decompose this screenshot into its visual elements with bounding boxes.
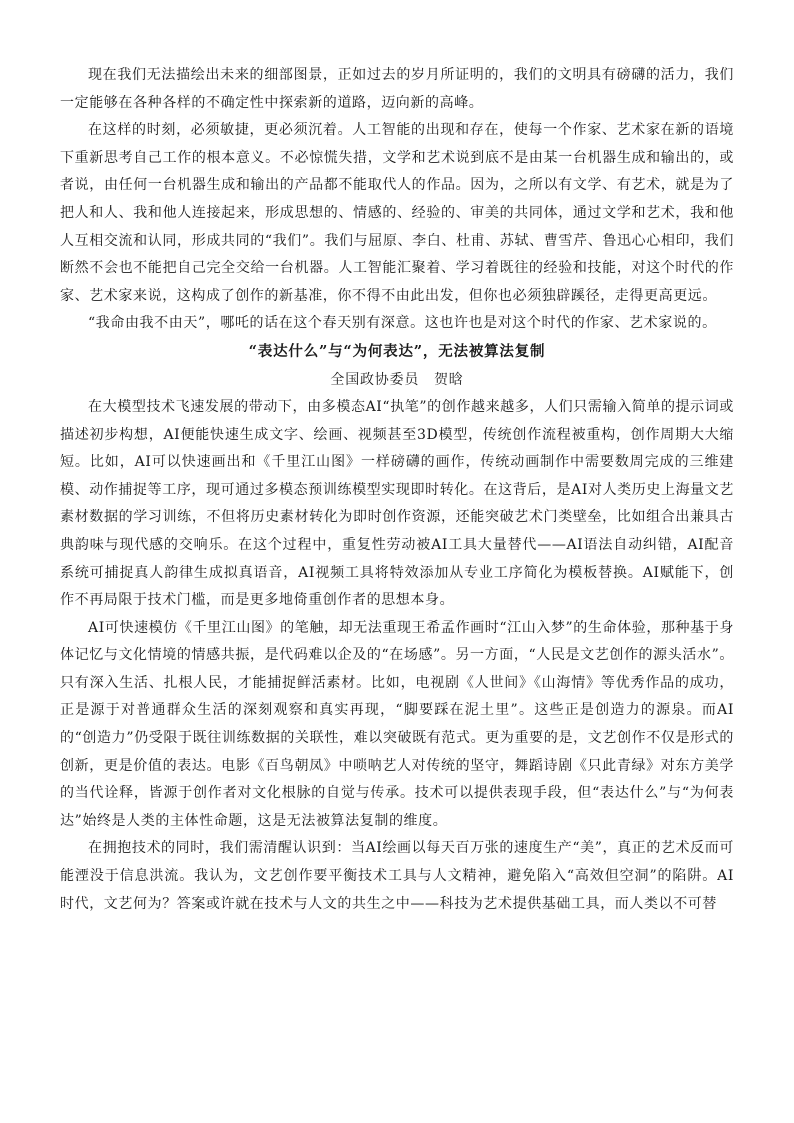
body-paragraph: AI可快速模仿《千里江山图》的笔触，却无法重现王希孟作画时“江山入梦”的生命体验，那种基于身体记忆与文化情境的情感共振，是代码难以企及的“在场感”。另一方面，“人民是文艺创作的源头活水”。只有深入生活、扎根人民，才能捕捉鲜活素材。比如，电视剧《人世间》《山海情》等优秀作品的成功，正是源于对普通群众生活的深刻观察和真实再现，“脚要踩在泥土里”。这些正是创造力的源泉。而AI的“创造力”仍受限于既往训练数据的关联性，难以突破既有范式。更为重要的是，文艺创作不仅是形式的创新，更是价值的表达。电影《百鸟朝凤》中唢呐艺人对传统的坚守，舞蹈诗剧《只此青绿》对东方美学的当代诠释，皆源于创作者对文化根脉的自觉与传承。技术可以提供表现手段，但“表达什么”与“为何表达”始终是人类的主体性命题，这是无法被算法复制的维度。 — [60, 619, 734, 829]
body-paragraph: 在这样的时刻，必须敏捷，更必须沉着。人工智能的出现和存在，使每一个作家、艺术家在新的语境下重新思考自己工作的根本意义。不必惊慌失措，文学和艺术说到底不是由某一台机器生成和输出的，或者说，由任何一台机器生成和输出的产品都不能取代人的作品。因为，之所以有文学、有艺术，就是为了把人和人、我和他人连接起来，形成思想的、情感的、经验的、审美的共同体，通过文学和艺术，我和他人互相交流和认同，形成共同的“我们”。我们与屈原、李白、杜甫、苏轼、曹雪芹、鲁迅心心相印，我们断然不会也不能把自己完全交给一台机器。人工智能汇聚着、学习着既往的经验和技能，对这个时代的作家、艺术家来说，这构成了创作的新基准，你不得不由此出发，但你也必须独辟蹊径，走得更高更远。 — [60, 122, 734, 304]
body-paragraph: 在大模型技术飞速发展的带动下，由多模态AI“执笔”的创作越来越多，人们只需输入简单的提示词或描述初步构想，AI便能快速生成文字、绘画、视频甚至3D模型，传统创作流程被重构，创作周期大大缩短。比如，AI可以快速画出和《千里江山图》一样磅礴的画作，传统动画制作中需要数周完成的三维建模、动作捕捉等工序，现可通过多模态预训练模型实现即时转化。在这背后，是AI对人类历史上海量文艺素材数据的学习训练，不但将历史素材转化为即时创作资源，还能突破艺术门类壁垒，比如组合出兼具古典韵味与现代感的交响乐。在这个过程中，重复性劳动被AI工具大量替代——AI语法自动纠错，AI配音系统可捕捉真人韵律生成拟真语音，AI视频工具将特效添加从专业工序简化为模板替换。AI赋能下，创作不再局限于技术门槛，而是更多地倚重创作者的思想本身。 — [60, 398, 734, 609]
author-byline: 全国政协委员 贺晗 — [330, 371, 464, 388]
body-paragraph: “我命由我不由天”，哪吒的话在这个春天别有深意。这也许也是对这个时代的作家、艺术家说的。 — [88, 315, 717, 332]
section-heading: “表达什么”与“为何表达”，无法被算法复制 — [248, 342, 546, 360]
document-page — [60, 62, 734, 918]
body-paragraph: 现在我们无法描绘出未来的细部图景，正如过去的岁月所证明的，我们的文明具有磅礴的活力，我们一定能够在各种各样的不确定性中探索新的道路，迈向新的高峰。 — [60, 67, 734, 111]
body-paragraph: 在拥抱技术的同时，我们需清醒认识到：当AI绘画以每天百万张的速度生产“美”，真正的艺术反而可能湮没于信息洪流。我认为，文艺创作要平衡技术工具与人文精神，避免陷入“高效但空洞”的陷阱。AI时代，文艺何为？答案或许就在技术与人文的共生之中——科技为艺术提供基础工具，而人类以不可替 — [60, 840, 734, 912]
